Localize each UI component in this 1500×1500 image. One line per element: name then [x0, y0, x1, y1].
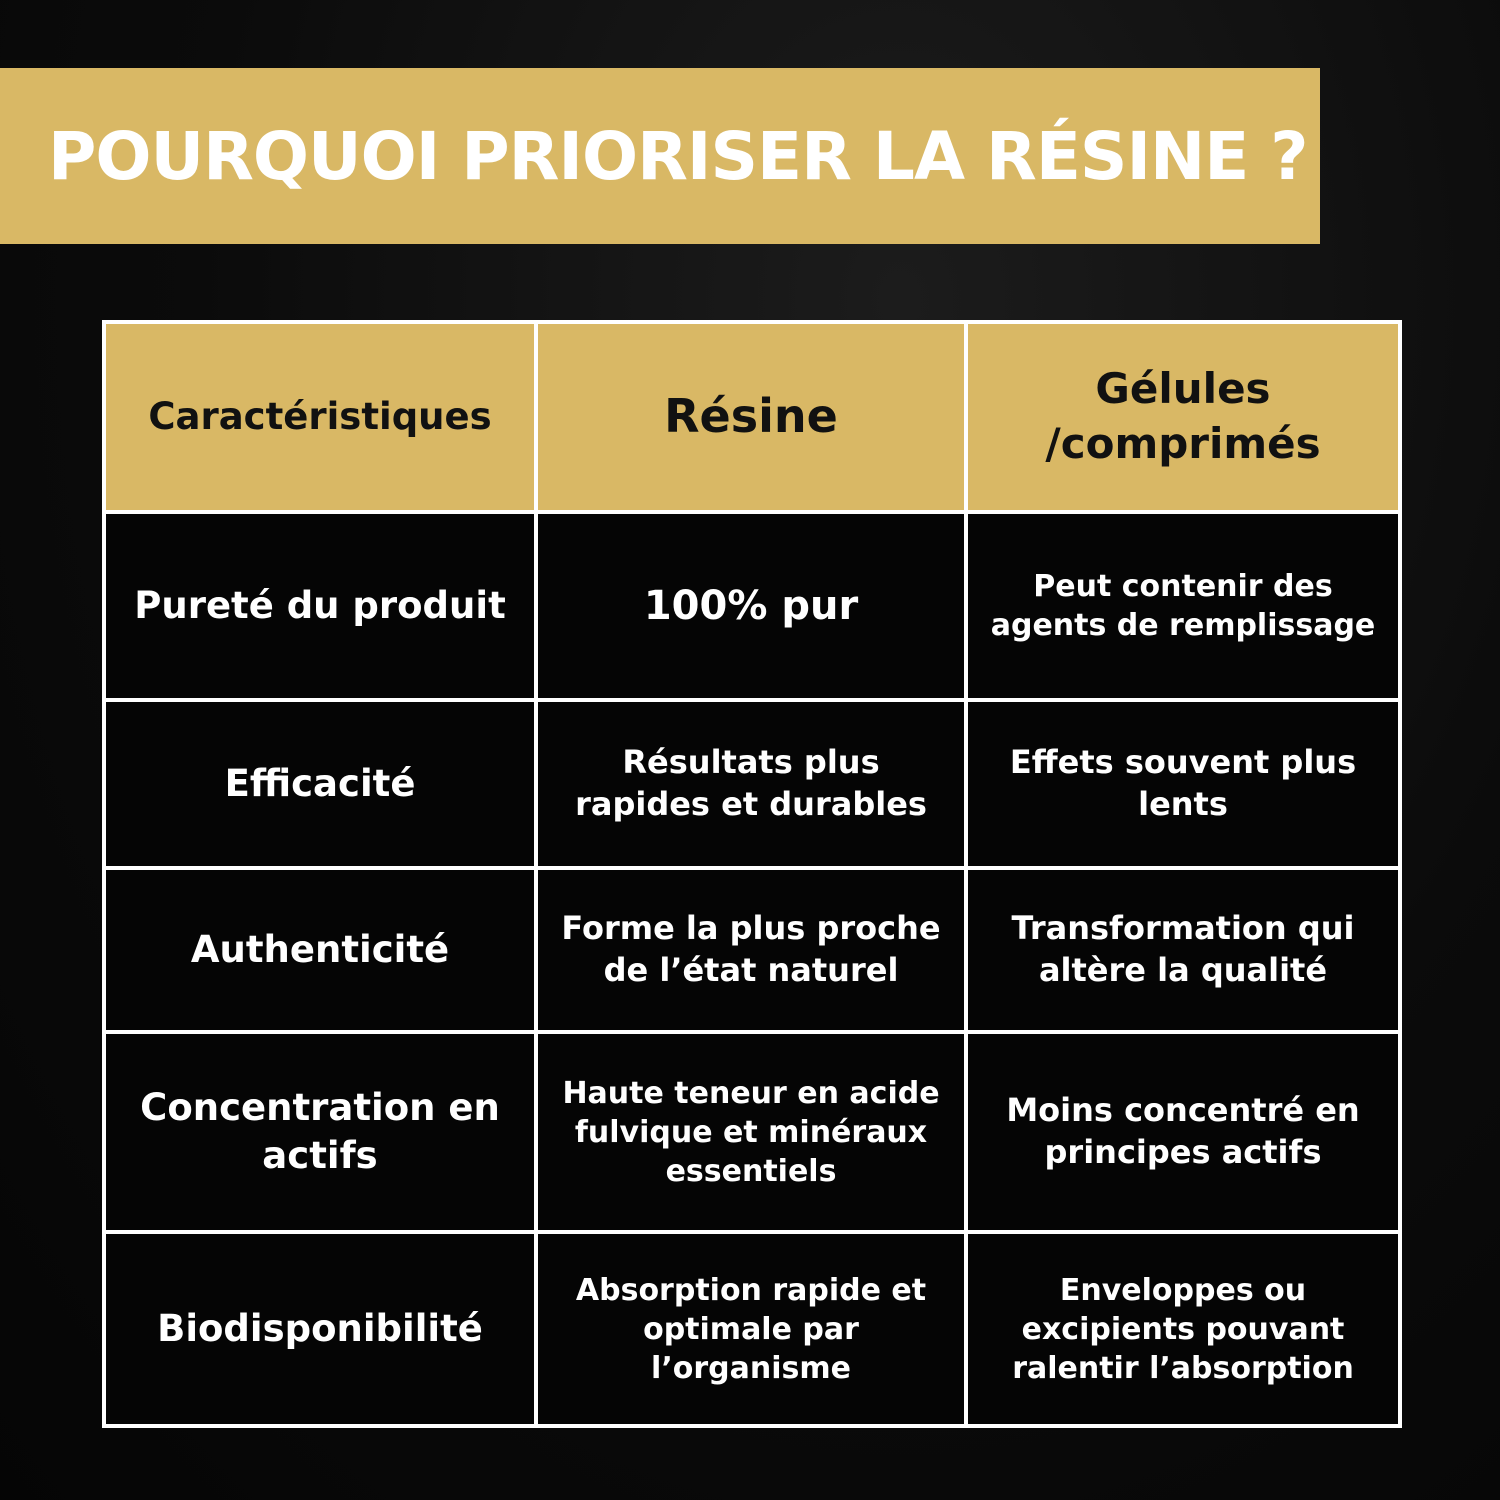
row-resine-bioavailability: Absorption rapide et optimale par l’organisme [536, 1232, 966, 1426]
row-resine-concentration: Haute teneur en acide fulvique et minéraux essentiels [536, 1032, 966, 1232]
table-row [104, 868, 1400, 1032]
row-resine-authenticity: Forme la plus proche de l’état naturel [536, 868, 966, 1032]
row-feature-bioavailability: Biodisponibilité [104, 1232, 536, 1426]
row-feature-authenticity: Authenticité [104, 868, 536, 1032]
row-feature-concentration: Concentration en actifs [104, 1032, 536, 1232]
row-gelules-bioavailability: Enveloppes ou excipients pouvant ralentir l’absorption [966, 1232, 1400, 1426]
table-row [104, 1232, 1400, 1426]
page-title: POURQUOI PRIORISER LA RÉSINE ? [48, 117, 1308, 195]
header-characteristics: Caractéristiques [104, 322, 536, 512]
row-feature-efficacy: Efficacité [104, 700, 536, 868]
row-feature-purity: Pureté du produit [104, 512, 536, 700]
row-gelules-concentration: Moins concentré en principes actifs [966, 1032, 1400, 1232]
row-gelules-efficacy: Effets souvent plus lents [966, 700, 1400, 868]
table-row [104, 1032, 1400, 1232]
header-resine: Résine [536, 322, 966, 512]
comparison-table [102, 320, 1402, 1428]
row-resine-efficacy: Résultats plus rapides et durables [536, 700, 966, 868]
row-resine-purity: 100% pur [536, 512, 966, 700]
title-banner [0, 68, 1320, 244]
table-row [104, 512, 1400, 700]
table-header-row [104, 322, 1400, 512]
table-row [104, 700, 1400, 868]
row-gelules-authenticity: Transformation qui altère la qualité [966, 868, 1400, 1032]
header-gelules: Gélules /comprimés [966, 322, 1400, 512]
row-gelules-purity: Peut contenir des agents de remplissage [966, 512, 1400, 700]
